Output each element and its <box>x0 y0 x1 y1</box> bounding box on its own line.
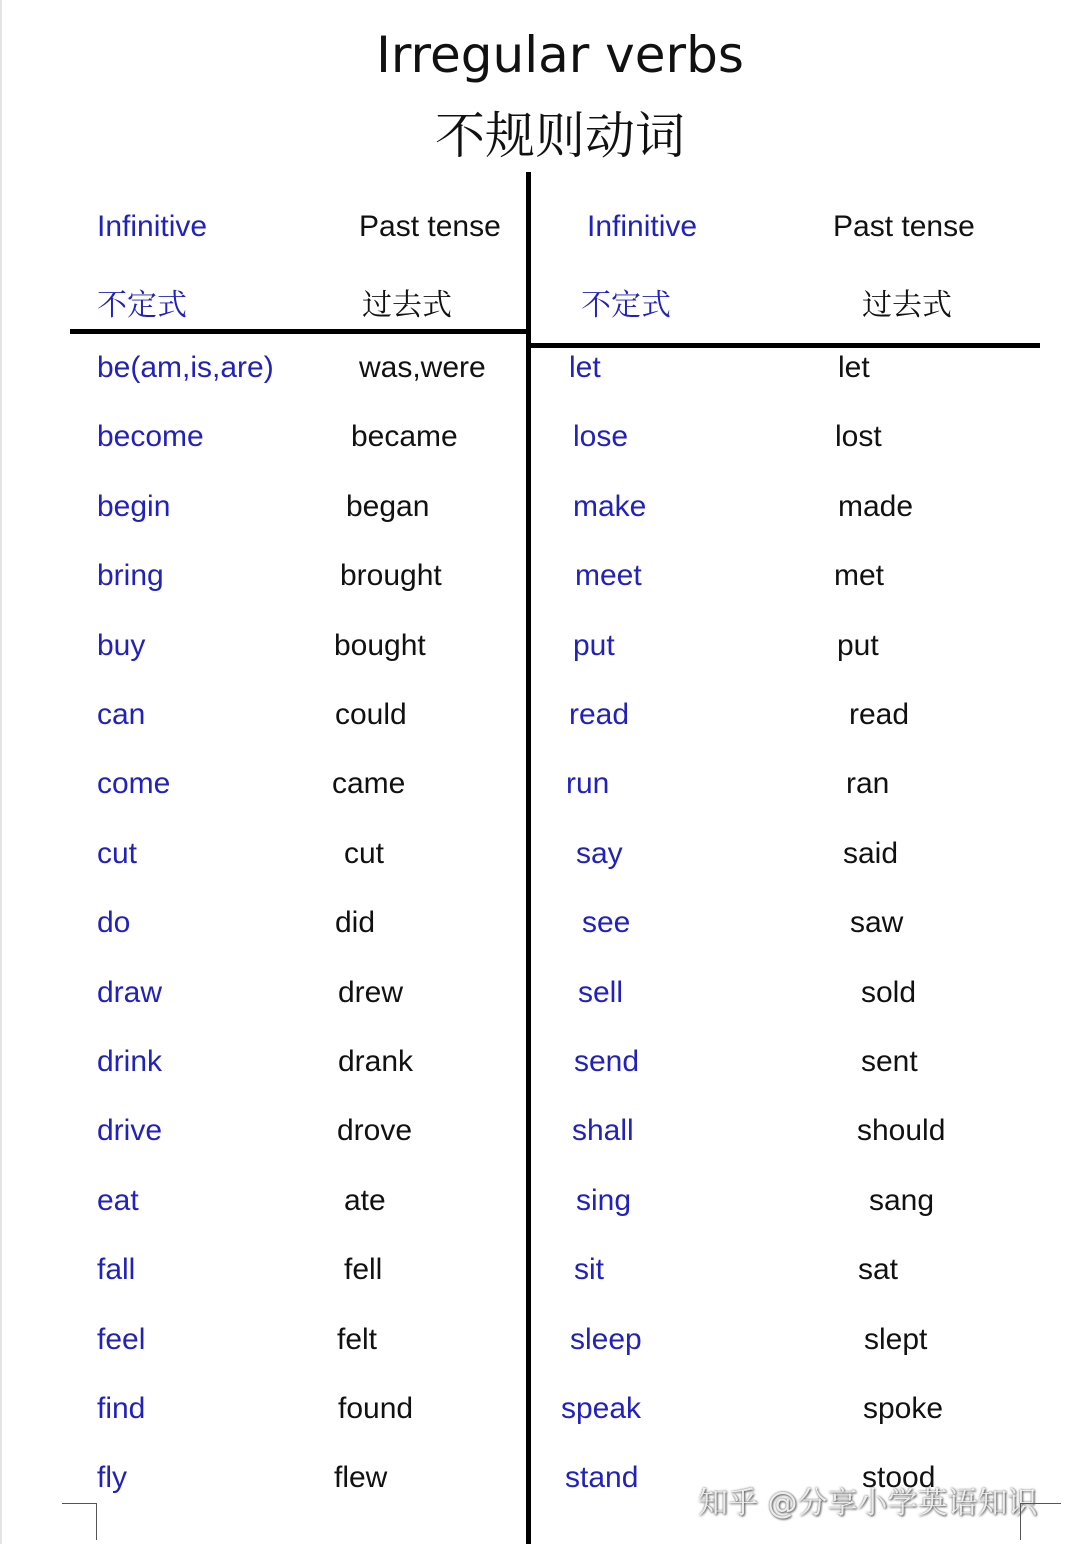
left-past-cell: cut <box>344 836 385 870</box>
right-infinitive-cell: put <box>573 628 615 662</box>
right-infinitive-cell: sleep <box>570 1322 642 1356</box>
left-infinitive-cell: bring <box>97 559 164 593</box>
left-past-cell: did <box>335 906 376 940</box>
left-infinitive-cell: draw <box>97 975 163 1009</box>
left-past-cell: fell <box>344 1253 383 1287</box>
table-row <box>0 1042 1080 1092</box>
watermark: 知乎 @分享小学英语知识 <box>698 1486 1038 1521</box>
left-past-cell: could <box>335 698 407 731</box>
left-past-cell: ate <box>344 1183 386 1217</box>
right-past-cell: read <box>849 698 910 731</box>
right-past-cell: ran <box>846 767 890 801</box>
right-past-cell: put <box>837 628 879 662</box>
left-infinitive-cell: drive <box>97 1114 163 1148</box>
left-header-rule <box>70 329 530 334</box>
right-infinitive-cell: see <box>582 906 631 940</box>
table-row <box>0 1111 1080 1161</box>
right-infinitive-cell: sit <box>574 1253 604 1287</box>
left-past-cell: drew <box>338 975 404 1009</box>
left-infinitive-cell: fly <box>97 1461 127 1495</box>
right-past-cell: let <box>838 351 870 384</box>
left-infinitive-cell: can <box>97 698 146 731</box>
right-header-infinitive-en: Infinitive <box>587 210 698 243</box>
right-past-cell: slept <box>864 1322 928 1356</box>
left-infinitive-cell: feel <box>97 1322 146 1356</box>
right-header-past-zh: 过去式 <box>862 288 952 323</box>
left-header-infinitive-en: Infinitive <box>97 210 208 243</box>
title-chinese: 不规则动词 <box>435 107 685 165</box>
right-infinitive-cell: sell <box>578 975 624 1009</box>
table-row <box>0 834 1080 884</box>
left-infinitive-cell: do <box>97 906 131 940</box>
right-past-cell: sent <box>861 1045 918 1078</box>
right-infinitive-cell: send <box>574 1045 640 1078</box>
left-infinitive-cell: come <box>97 767 171 801</box>
right-infinitive-cell: let <box>569 351 601 384</box>
right-infinitive-cell: shall <box>572 1114 634 1148</box>
left-infinitive-cell: be(am,is,are) <box>97 351 274 384</box>
table-row <box>0 973 1080 1023</box>
right-past-cell: sat <box>858 1253 899 1287</box>
right-infinitive-cell: speak <box>561 1392 642 1425</box>
right-infinitive-cell: read <box>569 698 630 731</box>
left-past-cell: drove <box>337 1114 413 1148</box>
right-past-cell: lost <box>835 420 882 454</box>
right-past-cell: should <box>857 1114 946 1148</box>
right-past-cell: saw <box>850 906 904 940</box>
right-header-past-en: Past tense <box>833 210 975 243</box>
right-infinitive-cell: lose <box>573 420 629 454</box>
right-past-cell: spoke <box>863 1392 944 1425</box>
table-row <box>0 626 1080 676</box>
right-infinitive-cell: run <box>566 767 610 801</box>
left-infinitive-cell: cut <box>97 836 138 870</box>
left-past-cell: felt <box>337 1322 378 1356</box>
left-past-cell: brought <box>340 559 442 593</box>
right-infinitive-cell: sing <box>576 1183 632 1217</box>
right-past-cell: made <box>838 489 914 523</box>
left-past-cell: began <box>346 489 430 523</box>
left-past-cell: flew <box>334 1461 388 1495</box>
table-row <box>0 487 1080 537</box>
right-infinitive-cell: meet <box>575 559 642 593</box>
table-row <box>0 695 1080 745</box>
right-past-cell: said <box>843 836 899 870</box>
table-row <box>0 1320 1080 1370</box>
left-header-past-zh: 过去式 <box>362 288 452 323</box>
right-infinitive-cell: say <box>576 836 623 870</box>
crop-mark-bottom-left <box>62 1503 97 1540</box>
left-past-cell: was,were <box>359 351 486 384</box>
table-row <box>0 556 1080 606</box>
left-infinitive-cell: drink <box>97 1045 163 1078</box>
table-row <box>0 764 1080 814</box>
right-past-cell: stood <box>862 1461 936 1495</box>
left-infinitive-cell: buy <box>97 628 146 662</box>
right-past-cell: sang <box>869 1183 935 1217</box>
left-past-cell: drank <box>338 1045 414 1078</box>
left-header-infinitive-zh: 不定式 <box>97 288 187 323</box>
left-infinitive-cell: become <box>97 420 204 454</box>
left-past-cell: found <box>338 1392 414 1425</box>
left-infinitive-cell: find <box>97 1392 146 1425</box>
right-header-infinitive-zh: 不定式 <box>581 288 671 323</box>
left-infinitive-cell: begin <box>97 489 171 523</box>
table-row <box>0 1250 1080 1300</box>
table-row <box>0 1181 1080 1231</box>
table-row <box>0 1389 1080 1439</box>
left-header-past-en: Past tense <box>359 210 501 243</box>
right-past-cell: met <box>834 559 885 593</box>
left-past-cell: became <box>351 420 458 454</box>
left-past-cell: came <box>332 767 406 801</box>
left-infinitive-cell: fall <box>97 1253 136 1287</box>
crop-mark-bottom-right <box>1020 1503 1061 1540</box>
right-infinitive-cell: make <box>573 489 647 523</box>
table-row <box>0 903 1080 953</box>
table-row <box>0 348 1080 398</box>
right-infinitive-cell: stand <box>565 1461 639 1495</box>
table-row <box>0 417 1080 467</box>
left-past-cell: bought <box>334 628 426 662</box>
title-english: Irregular verbs <box>376 26 744 84</box>
left-infinitive-cell: eat <box>97 1183 139 1217</box>
right-past-cell: sold <box>861 975 917 1009</box>
